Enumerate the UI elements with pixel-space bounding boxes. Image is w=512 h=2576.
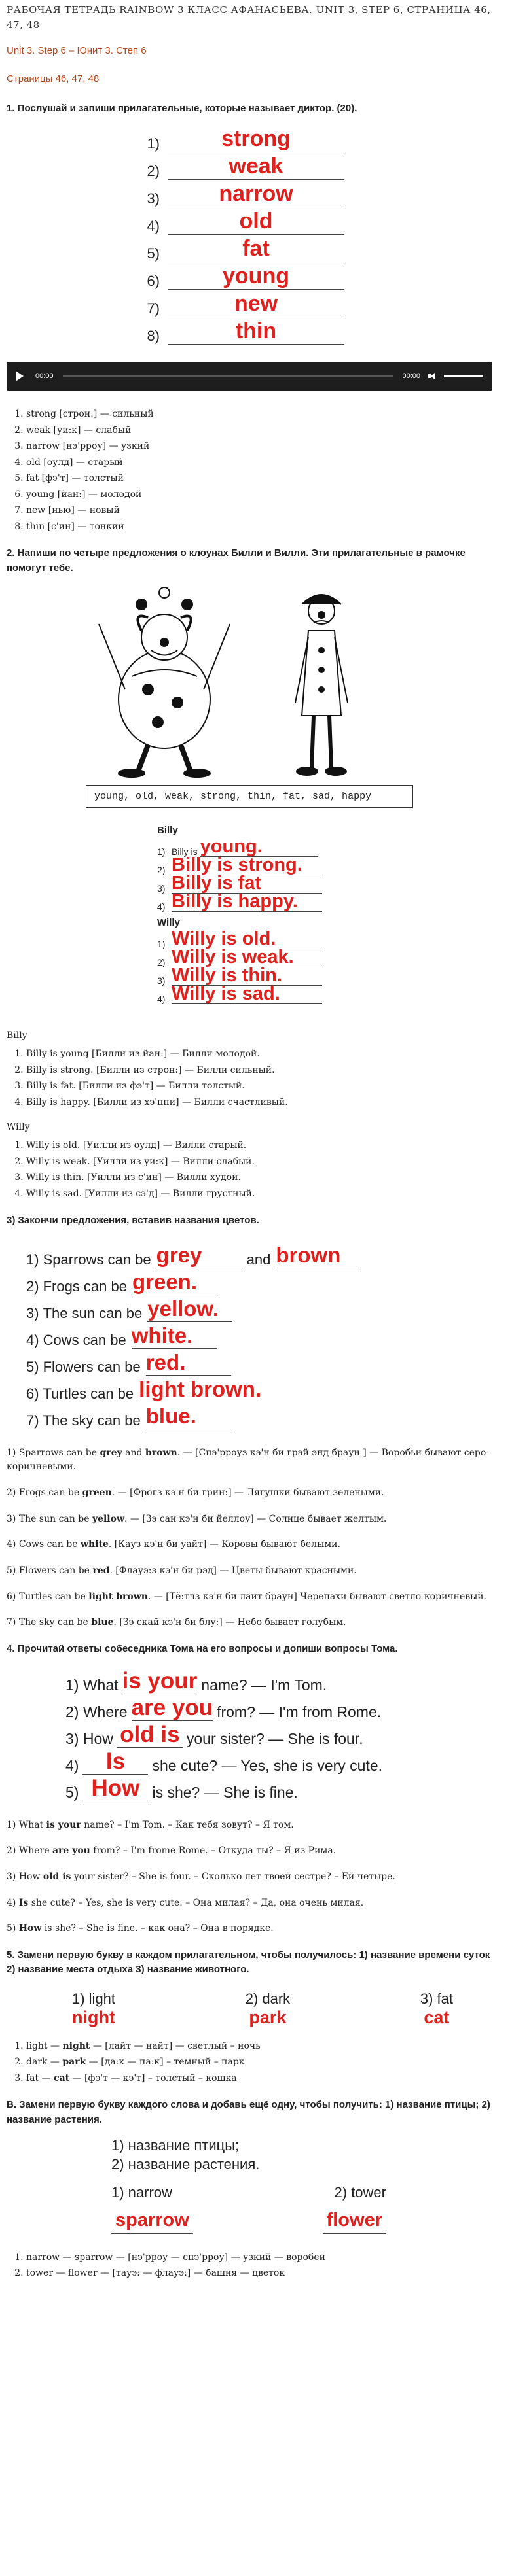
- willy-heading: Willy: [157, 917, 180, 928]
- ex4-prefix: 3) How: [65, 1730, 113, 1747]
- ex1-answer: weak: [168, 153, 344, 180]
- ex3-prefix: Cows can be: [43, 1331, 126, 1348]
- ex4-suffix: name? — I'm Tom.: [201, 1676, 327, 1694]
- ex1-answer-item: 8. thin [с'ин] — тонкий: [26, 519, 492, 535]
- willy-answers-label: Willy: [7, 1122, 30, 1132]
- ex4-answer-prefix: 2) Where: [7, 1845, 52, 1856]
- ex3-answer-prefix: 4) Cows can be: [7, 1539, 81, 1550]
- ex4-row: [65, 1694, 492, 1721]
- ex5-answer-bold: cat: [54, 2072, 70, 2083]
- ex3-number: 6): [26, 1385, 39, 1402]
- willy-row-number: 2): [157, 957, 166, 967]
- clowns-illustration: [86, 585, 413, 781]
- ex3-mid: and: [246, 1251, 271, 1268]
- audio-progress-bar[interactable]: [63, 375, 393, 377]
- ex3-answer-line: [7, 1446, 492, 1474]
- ex3-number: 4): [26, 1331, 39, 1348]
- ex5-column: [420, 1991, 453, 2028]
- ex1-number: 5): [147, 245, 160, 262]
- ex3-prefix: The sun can be: [43, 1304, 143, 1321]
- ex4-row: [65, 1721, 492, 1748]
- ex3-answer: white.: [132, 1323, 217, 1349]
- ex3-row: [26, 1295, 492, 1322]
- ex3-answer: green.: [132, 1270, 217, 1295]
- ex3-answer-line: [7, 1512, 492, 1527]
- ex3-number: 7): [26, 1412, 39, 1429]
- ex1-answer-item: 4. old [оулд] — старый: [26, 455, 492, 471]
- ex4-answer: Is: [82, 1749, 148, 1775]
- ex1-row: [131, 317, 380, 345]
- ex3-answer-bold-2: brown: [145, 1447, 177, 1458]
- ex5-column: [246, 1991, 290, 2028]
- ex6-answers: [7, 2250, 492, 2282]
- ex4-row: [65, 1667, 492, 1694]
- ex3-answer-line: [7, 1590, 492, 1605]
- willy-answers: [7, 1138, 492, 1202]
- ex1-number: 6): [147, 273, 160, 289]
- ex4-answer-prefix: 3) How: [7, 1871, 43, 1882]
- billy-row-answer: young.: [200, 837, 318, 857]
- audio-time-start: 00:00: [35, 372, 54, 380]
- ex3-answer-bold: yellow: [92, 1513, 125, 1524]
- ex6-line1: 1) название птицы;: [111, 2137, 240, 2154]
- ex3-row: [26, 1322, 492, 1349]
- ex1-worksheet: [131, 125, 380, 345]
- ex4-worksheet: [65, 1667, 492, 1801]
- ex5-answers: [7, 2038, 492, 2087]
- ex6-answer-item: 2. tower — flower — [тауэ: — флауэ:] — башня — цветок: [26, 2265, 492, 2282]
- willy-answer-item: 1. Willy is old. [Уилли из оулд] — Вилли старый.: [26, 1138, 492, 1154]
- willy-row-number: 3): [157, 975, 166, 986]
- ex4-answer: are you: [131, 1694, 213, 1720]
- ex3-answer-suffix: . [Кауз кэ'н би уайт] — Коровы бывают белыми.: [108, 1539, 340, 1550]
- ex6-q2: 2) tower: [334, 2184, 386, 2201]
- ex4-answer: is your: [122, 1667, 198, 1694]
- ex3-answer: light brown.: [139, 1376, 262, 1401]
- ex3-answer-prefix: 6) Turtles can be: [7, 1591, 89, 1602]
- ex3-answer-bold: blue: [91, 1617, 114, 1628]
- ex4-suffix: she cute? — Yes, she is very cute.: [152, 1756, 383, 1774]
- ex5-answer-prefix: light —: [26, 2040, 63, 2051]
- ex3-answer-bold: white: [80, 1539, 109, 1550]
- billy-row-answer: Billy is strong.: [172, 855, 322, 875]
- ex4-answer-line: [7, 1896, 492, 1911]
- ex3-answer-prefix: 2) Frogs can be: [7, 1487, 82, 1498]
- willy-row-answer: Willy is old.: [172, 929, 322, 949]
- ex4-answer-line: [7, 1844, 492, 1858]
- ex4-prefix: 5): [65, 1783, 79, 1801]
- ex3-row: [26, 1402, 492, 1429]
- ex4-answer: old is: [117, 1722, 183, 1748]
- ex3-prefix: The sky can be: [43, 1412, 141, 1429]
- ex4-suffix: your sister? — She is four.: [186, 1730, 363, 1747]
- ex1-answer: new: [168, 290, 344, 317]
- willy-answer-item: 4. Willy is sad. [Уилли из сэ'д] — Вилли грустный.: [26, 1186, 492, 1202]
- ex1-answer-item: 7. new [нью] — новый: [26, 502, 492, 519]
- ex5-answer-suffix: — [да:к — па:к] – темный – парк: [86, 2057, 245, 2068]
- ex5-answer-bold: night: [62, 2040, 90, 2051]
- ex3-answer-bold: grey: [100, 1447, 122, 1458]
- willy-row: [157, 983, 492, 1004]
- ex4-answer-line: [7, 1870, 492, 1885]
- ex4-prefix: 1) What: [65, 1676, 119, 1694]
- volume-slider[interactable]: [444, 375, 483, 377]
- ex6-line2: 2) название растения.: [111, 2156, 260, 2173]
- ex1-row: [131, 235, 380, 262]
- ex3-answer-suffix: . [Зэ скай кэ'н би блу:] — Небо бывает голубым.: [113, 1617, 346, 1628]
- ex5-answer-prefix: dark —: [26, 2057, 63, 2068]
- ex4-suffix: is she? — She is fine.: [152, 1783, 298, 1801]
- ex6-a1: sparrow: [111, 2208, 193, 2234]
- ex4-answer-bold: is your: [46, 1819, 81, 1830]
- billy-answer-item: 1. Billy is young [Билли из йан:] — Билли молодой.: [26, 1046, 492, 1062]
- ex3-answer-suffix: . — [Зэ сан кэ'н би йеллоу] — Солнце бывает желтым.: [124, 1513, 387, 1524]
- ex1-row: [131, 152, 380, 180]
- ex5-answer-prefix: fat —: [26, 2072, 54, 2083]
- ex3-answer: grey: [156, 1243, 242, 1268]
- ex1-answer-item: 3. narrow [нэ'рроу] — узкий: [26, 438, 492, 455]
- ex4-answer-bold: old is: [43, 1871, 71, 1882]
- ex4-answer-suffix: name? – I'm Tom. – Как тебя зовут? – Я том.: [81, 1819, 294, 1830]
- willy-row-answer: Willy is sad.: [172, 984, 322, 1004]
- billy-row-number: 2): [157, 865, 166, 875]
- ex4-answer-suffix: your sister? – She is four. – Сколько лет твоей сестре? – Ей четыре.: [71, 1871, 395, 1882]
- ex3-worksheet: [26, 1242, 492, 1429]
- ex3-answer-suffix: . — [Фрогз кэ'н би грин:] — Лягушки бывают зелеными.: [111, 1487, 384, 1498]
- billy-answer-item: 2. Billy is strong. [Билли из строн:] — Билли сильный.: [26, 1062, 492, 1079]
- volume-icon[interactable]: [428, 372, 437, 381]
- ex4-answer-suffix: she cute? – Yes, she is very cute. – Она милая? – Да, она очень милая.: [28, 1897, 364, 1908]
- ex3-answer-2: brown: [276, 1243, 361, 1268]
- willy-row-answer: Willy is weak.: [172, 947, 322, 967]
- willy-row-number: 4): [157, 994, 166, 1004]
- billy-row-prefix: Billy is: [172, 846, 198, 857]
- ex5-worksheet: [72, 1991, 453, 2028]
- ex4-answers: [7, 1819, 492, 1936]
- billy-row-number: 1): [157, 846, 166, 857]
- ex3-answer-and: and: [122, 1447, 145, 1458]
- ex3-prefix: Frogs can be: [43, 1278, 127, 1295]
- ex2-worksheet: [157, 825, 492, 1004]
- ex3-answer: red.: [146, 1350, 231, 1376]
- ex1-number: 4): [147, 218, 160, 234]
- ex3-answer-line: [7, 1616, 492, 1630]
- ex1-number: 1): [147, 135, 160, 152]
- ex1-row: [131, 290, 380, 317]
- ex5-question: 2) dark: [245, 1990, 291, 2007]
- ex1-answer: fat: [168, 235, 344, 262]
- ex1-answer: old: [168, 208, 344, 235]
- pages-link[interactable]: Страницы 46, 47, 48: [7, 73, 100, 84]
- page: [0, 3, 499, 2282]
- ex1-task: 1. Послушай и запиши прилагательные, которые называет диктор. (20).: [7, 102, 357, 114]
- willy-row-number: 1): [157, 939, 166, 949]
- ex5-column: [72, 1991, 115, 2028]
- ex4-row: [65, 1775, 492, 1801]
- ex4-answer-bold: are you: [52, 1845, 90, 1856]
- ex3-row: [26, 1242, 492, 1268]
- ex3-answer-line: [7, 1486, 492, 1501]
- ex6-q1: 1) narrow: [111, 2184, 172, 2201]
- ex3-answer-line: [7, 1538, 492, 1552]
- ex1-number: 2): [147, 163, 160, 179]
- ex4-answer: How: [82, 1776, 148, 1801]
- ex4-answer-suffix: is she? – She is fine. – как она? – Она в порядке.: [41, 1923, 274, 1934]
- ex3-answer-prefix: 5) Flowers can be: [7, 1565, 93, 1576]
- ex3-answer-bold: green: [82, 1487, 112, 1498]
- ex1-answer-item: 6. young [йан:] — молодой: [26, 487, 492, 503]
- adjectives-box: young, old, weak, strong, thin, fat, sad, happy: [86, 785, 413, 808]
- billy-answer-item: 3. Billy is fat. [Билли из фэ'т] — Билли толстый.: [26, 1078, 492, 1094]
- billy-heading: Billy: [157, 825, 178, 836]
- ex1-row: [131, 207, 380, 235]
- ex6-answer-item: 1. narrow — sparrow — [нэ'рроу — спэ'рроу] — узкий — воробей: [26, 2250, 492, 2266]
- audio-time-end: 00:00: [402, 372, 420, 380]
- ex3-number: 1): [26, 1251, 39, 1268]
- ex1-answer: narrow: [168, 181, 344, 207]
- ex1-number: 7): [147, 300, 160, 317]
- ex4-answer-line: [7, 1819, 492, 1833]
- ex1-answers: [7, 406, 492, 534]
- ex1-number: 3): [147, 190, 160, 207]
- ex3-answer-suffix: . — [Тё:тлз кэ'н би лайт браун] Черепахи бывают светло-коричневый.: [147, 1591, 487, 1602]
- ex3-row: [26, 1376, 492, 1402]
- ex3-answer-prefix: 3) The sun can be: [7, 1513, 92, 1524]
- ex1-answer-item: 1. strong [строн:] — сильный: [26, 406, 492, 423]
- billy-row-number: 3): [157, 883, 166, 894]
- willy-row-answer: Willy is thin.: [172, 966, 322, 986]
- ex3-answer-suffix: . — [Спэ'рроуз кэ'н би грэй энд браун ] — Воробьи бывают серо-коричневыми.: [7, 1447, 490, 1472]
- ex5-question: 1) light: [72, 1990, 116, 2007]
- ex3-row: [26, 1349, 492, 1376]
- ex3-prefix: Sparrows can be: [43, 1251, 151, 1268]
- ex4-suffix: from? — I'm from Rome.: [217, 1703, 382, 1720]
- ex3-answer: blue.: [146, 1404, 231, 1429]
- ex1-answer: thin: [168, 318, 344, 345]
- ex3-task: 3) Закончи предложения, вставив названия цветов.: [7, 1215, 259, 1226]
- ex1-row: [131, 180, 380, 207]
- ex4-prefix: 2) Where: [65, 1703, 128, 1720]
- ex3-answer-bold: light brown: [88, 1591, 148, 1602]
- ex3-prefix: Turtles can be: [43, 1385, 134, 1402]
- ex3-answer-suffix: . [Флауэ:з кэ'н би рэд] — Цветы бывают красными.: [109, 1565, 357, 1576]
- billy-answers: [7, 1046, 492, 1110]
- ex1-number: 8): [147, 328, 160, 344]
- audio-player[interactable]: [7, 362, 492, 391]
- ex5-question: 3) fat: [420, 1990, 453, 2007]
- ex1-answer: young: [168, 263, 344, 290]
- ex5-answer-suffix: — [лайт — найт] — светлый – ночь: [90, 2040, 261, 2051]
- play-icon[interactable]: [16, 371, 24, 381]
- ex3-row: [26, 1268, 492, 1295]
- ex4-prefix: 4): [65, 1756, 79, 1774]
- willy-answer-item: 3. Willy is thin. [Уилли из с'ин] — Вилли худой.: [26, 1170, 492, 1186]
- ex3-answer-prefix: 1) Sparrows can be: [7, 1447, 100, 1458]
- ex5-answer: park: [249, 2007, 287, 2027]
- ex4-answer-bold: Is: [18, 1897, 29, 1908]
- ex4-row: [65, 1748, 492, 1775]
- ex3-number: 2): [26, 1278, 39, 1295]
- billy-row-answer: Billy is happy.: [172, 892, 322, 912]
- billy-row-number: 4): [157, 901, 166, 912]
- ex6-worksheet: [111, 2136, 492, 2233]
- page-title: РАБОЧАЯ ТЕТРАДЬ RAINBOW 3 КЛАСС АФАНАСЬЕВА. UNIT 3, STEP 6, СТРАНИЦА 46, 47, 48: [7, 4, 491, 31]
- willy-answer-item: 2. Willy is weak. [Уилли из уи:к] — Вилли слабый.: [26, 1154, 492, 1170]
- ex3-prefix: Flowers can be: [43, 1358, 141, 1375]
- ex5-task: 5. Замени первую букву в каждом прилагательном, чтобы получилось: 1) название времени суток 2) название места отдыха 3) название животного.: [7, 1949, 490, 1976]
- ex4-answer-prefix: 1) What: [7, 1819, 46, 1830]
- ex5-answer-item: [26, 2070, 492, 2087]
- ex5-answer-item: [26, 2054, 492, 2070]
- ex1-row: [131, 262, 380, 290]
- ex5-answer-bold: park: [62, 2057, 86, 2068]
- ex5-answer-suffix: — [фэ'т — кэ'т] – толстый – кошка: [69, 2072, 237, 2083]
- ex1-row: [131, 125, 380, 152]
- ex3-number: 5): [26, 1358, 39, 1375]
- unit-link[interactable]: Unit 3. Step 6 – Юнит 3. Степ 6: [7, 44, 147, 56]
- ex3-answer-bold: red: [92, 1565, 110, 1576]
- ex5-answer-item: [26, 2038, 492, 2055]
- ex4-answer-suffix: from? – I'm frome Rome. – Откуда ты? – Я из Рима.: [90, 1845, 337, 1856]
- ex3-answer-prefix: 7) The sky can be: [7, 1617, 92, 1628]
- ex4-answer-line: [7, 1922, 492, 1936]
- ex1-answer-item: 2. weak [уи:к] — слабый: [26, 423, 492, 439]
- billy-row-answer: Billy is fat: [172, 873, 322, 894]
- ex3-number: 3): [26, 1304, 39, 1321]
- ex6-task: В. Замени первую букву каждого слова и добавь ещё одну, чтобы получить: 1) название птицы; 2) название растения.: [7, 2099, 490, 2125]
- ex4-answer-prefix: 5): [7, 1923, 19, 1934]
- billy-answer-item: 4. Billy is happy. [Билли из хэ'ппи] — Билли счастливый.: [26, 1094, 492, 1111]
- ex5-answer: night: [72, 2007, 116, 2027]
- ex2-task: 2. Напиши по четыре предложения о клоунах Билли и Вилли. Эти прилагательные в рамочке помогут тебе.: [7, 548, 466, 574]
- billy-row: [157, 891, 492, 912]
- billy-answers-label: Billy: [7, 1030, 27, 1041]
- ex5-answer: cat: [424, 2007, 450, 2027]
- ex3-answers: [7, 1446, 492, 1631]
- ex1-answer-item: 5. fat [фэ'т] — толстый: [26, 470, 492, 487]
- ex4-answer-bold: How: [18, 1923, 42, 1934]
- ex3-answer-line: [7, 1564, 492, 1578]
- ex1-answer: strong: [168, 126, 344, 152]
- ex3-answer: yellow.: [147, 1297, 232, 1322]
- ex4-answer-prefix: 4): [7, 1897, 19, 1908]
- clowns-drawing: [86, 585, 413, 781]
- ex4-task: 4. Прочитай ответы собеседника Тома на его вопросы и допиши вопросы Тома.: [7, 1643, 398, 1654]
- ex6-a2: flower: [323, 2208, 386, 2234]
